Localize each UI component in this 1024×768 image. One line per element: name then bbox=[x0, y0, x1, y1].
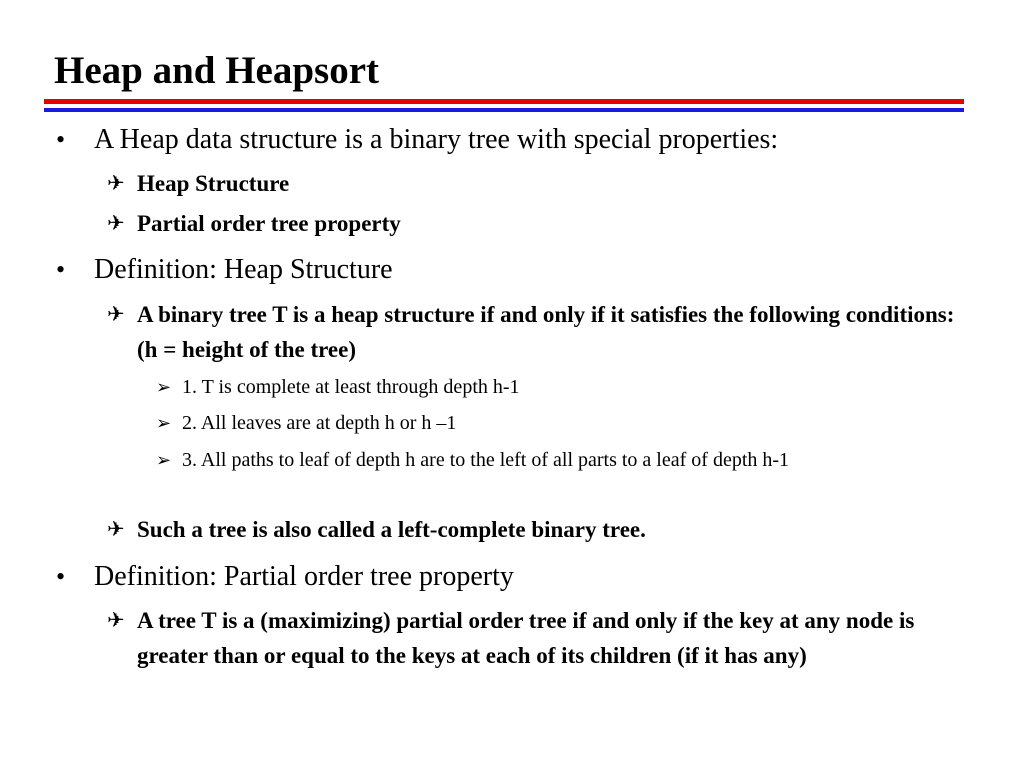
sub-bullet-text: A binary tree T is a heap structure if and only if it satisfies the following conditions: (h = height of the tree) bbox=[137, 302, 955, 362]
slide-title: Heap and Heapsort bbox=[54, 49, 380, 92]
bullet-icon: • bbox=[56, 255, 66, 284]
sub-sub-bullet-text: 2. All leaves are at depth h or h –1 bbox=[182, 412, 457, 434]
arrowhead-icon: ➢ bbox=[156, 377, 172, 397]
arrowhead-icon: ➢ bbox=[156, 450, 172, 470]
sub-sub-bullet-text: 3. All paths to leaf of depth h are to the left of all parts to a leaf of depth h-1 bbox=[182, 449, 790, 471]
bullet-text: A Heap data structure is a binary tree with special properties: bbox=[94, 124, 779, 155]
sub-bullet-text: Partial order tree property bbox=[137, 211, 401, 236]
title-rule-blue bbox=[44, 108, 964, 112]
airplane-icon: ✈ bbox=[107, 517, 125, 541]
airplane-icon: ✈ bbox=[107, 171, 125, 195]
airplane-icon: ✈ bbox=[107, 302, 125, 326]
bullet-icon: • bbox=[56, 562, 66, 591]
title-rule-red bbox=[44, 99, 964, 104]
bullet-text: Definition: Partial order tree property bbox=[94, 561, 514, 592]
bullet-icon: • bbox=[56, 125, 66, 154]
sub-sub-bullet-text: 1. T is complete at least through depth h-1 bbox=[182, 376, 520, 398]
arrowhead-icon: ➢ bbox=[156, 413, 172, 433]
sub-bullet-text: Heap Structure bbox=[137, 171, 290, 196]
sub-bullet-text: Such a tree is also called a left-complete binary tree. bbox=[137, 517, 646, 542]
sub-bullet-text: A tree T is a (maximizing) partial order tree if and only if the key at any node is greater than or equal to the keys at each of its children (if it has any) bbox=[137, 608, 915, 668]
airplane-icon: ✈ bbox=[107, 211, 125, 235]
airplane-icon: ✈ bbox=[107, 608, 125, 632]
bullet-text: Definition: Heap Structure bbox=[94, 254, 393, 285]
